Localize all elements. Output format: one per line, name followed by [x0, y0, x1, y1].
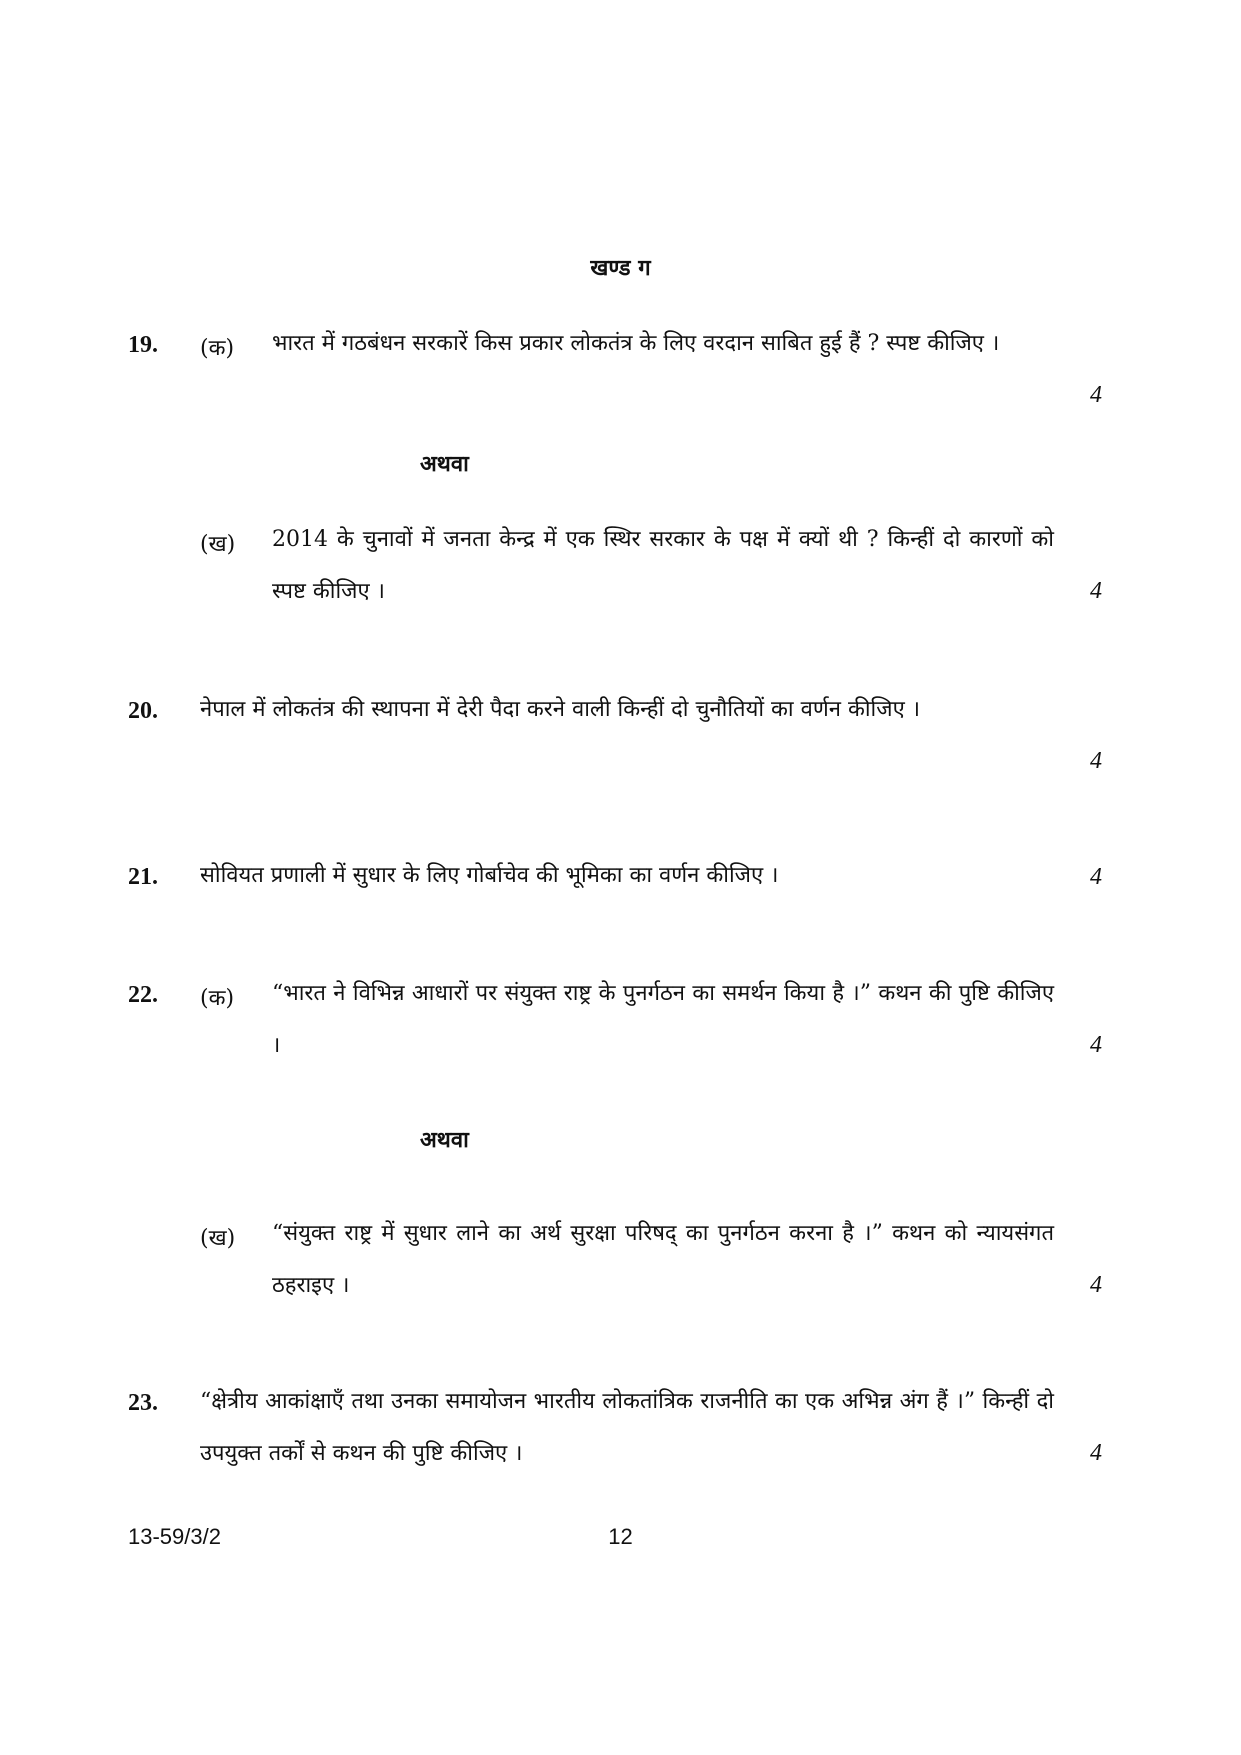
marks: 4 [1090, 1272, 1102, 1298]
marks: 4 [1090, 864, 1102, 890]
question-number: 19. [128, 332, 158, 358]
question-number: 20. [128, 698, 158, 724]
question-text: सोवियत प्रणाली में सुधार के लिए गोर्बाचेव की भूमिका का वर्णन कीजिए । [200, 863, 779, 888]
question-text: “क्षेत्रीय आकांक्षाएँ तथा उनका समायोजन भारतीय लोकतांत्रिक राजनीति का एक अभिन्न अंग हैं ।” किन्हीं दो उपयुक्त तर्कों से कथन की पुष्टि कीजिए । [200, 1389, 1054, 1466]
subpart-label: (क) [200, 336, 235, 361]
paper-code: 13-59/3/2 [128, 1524, 221, 1549]
subpart-label: (क) [200, 986, 235, 1011]
question-number: 21. [128, 864, 158, 890]
marks: 4 [1090, 1440, 1102, 1466]
marks: 4 [1090, 748, 1102, 774]
question-text: नेपाल में लोकतंत्र की स्थापना में देरी पैदा करने वाली किन्हीं दो चुनौतियों का वर्णन कीजिए । [200, 697, 921, 722]
or-label: अथवा [420, 1127, 469, 1153]
marks: 4 [1090, 1032, 1102, 1058]
marks: 4 [1090, 382, 1102, 408]
marks: 4 [1090, 578, 1102, 604]
question-number: 22. [128, 982, 158, 1008]
question-text: “भारत ने विभिन्न आधारों पर संयुक्त राष्ट्र के पुनर्गठन का समर्थन किया है ।” कथन की पुष्टि कीजिए । [272, 981, 1054, 1058]
subpart-label: (ख) [200, 1226, 236, 1251]
section-title: खण्ड ग [590, 255, 651, 281]
question-text: 2014 के चुनावों में जनता केन्द्र में एक स्थिर सरकार के पक्ष में क्यों थी ? किन्हीं दो कारणों को स्पष्ट कीजिए । [272, 527, 1054, 604]
subpart-label: (ख) [200, 532, 236, 557]
question-number: 23. [128, 1390, 158, 1416]
question-text: भारत में गठबंधन सरकारें किस प्रकार लोकतंत्र के लिए वरदान साबित हुई हैं ? स्पष्ट कीजिए । [272, 331, 1000, 356]
or-label: अथवा [420, 451, 469, 477]
page-number: 12 [608, 1524, 633, 1549]
question-text: “संयुक्त राष्ट्र में सुधार लाने का अर्थ सुरक्षा परिषद् का पुनर्गठन करना है ।” कथन को न्यायसंगत ठहराइए । [272, 1221, 1054, 1298]
